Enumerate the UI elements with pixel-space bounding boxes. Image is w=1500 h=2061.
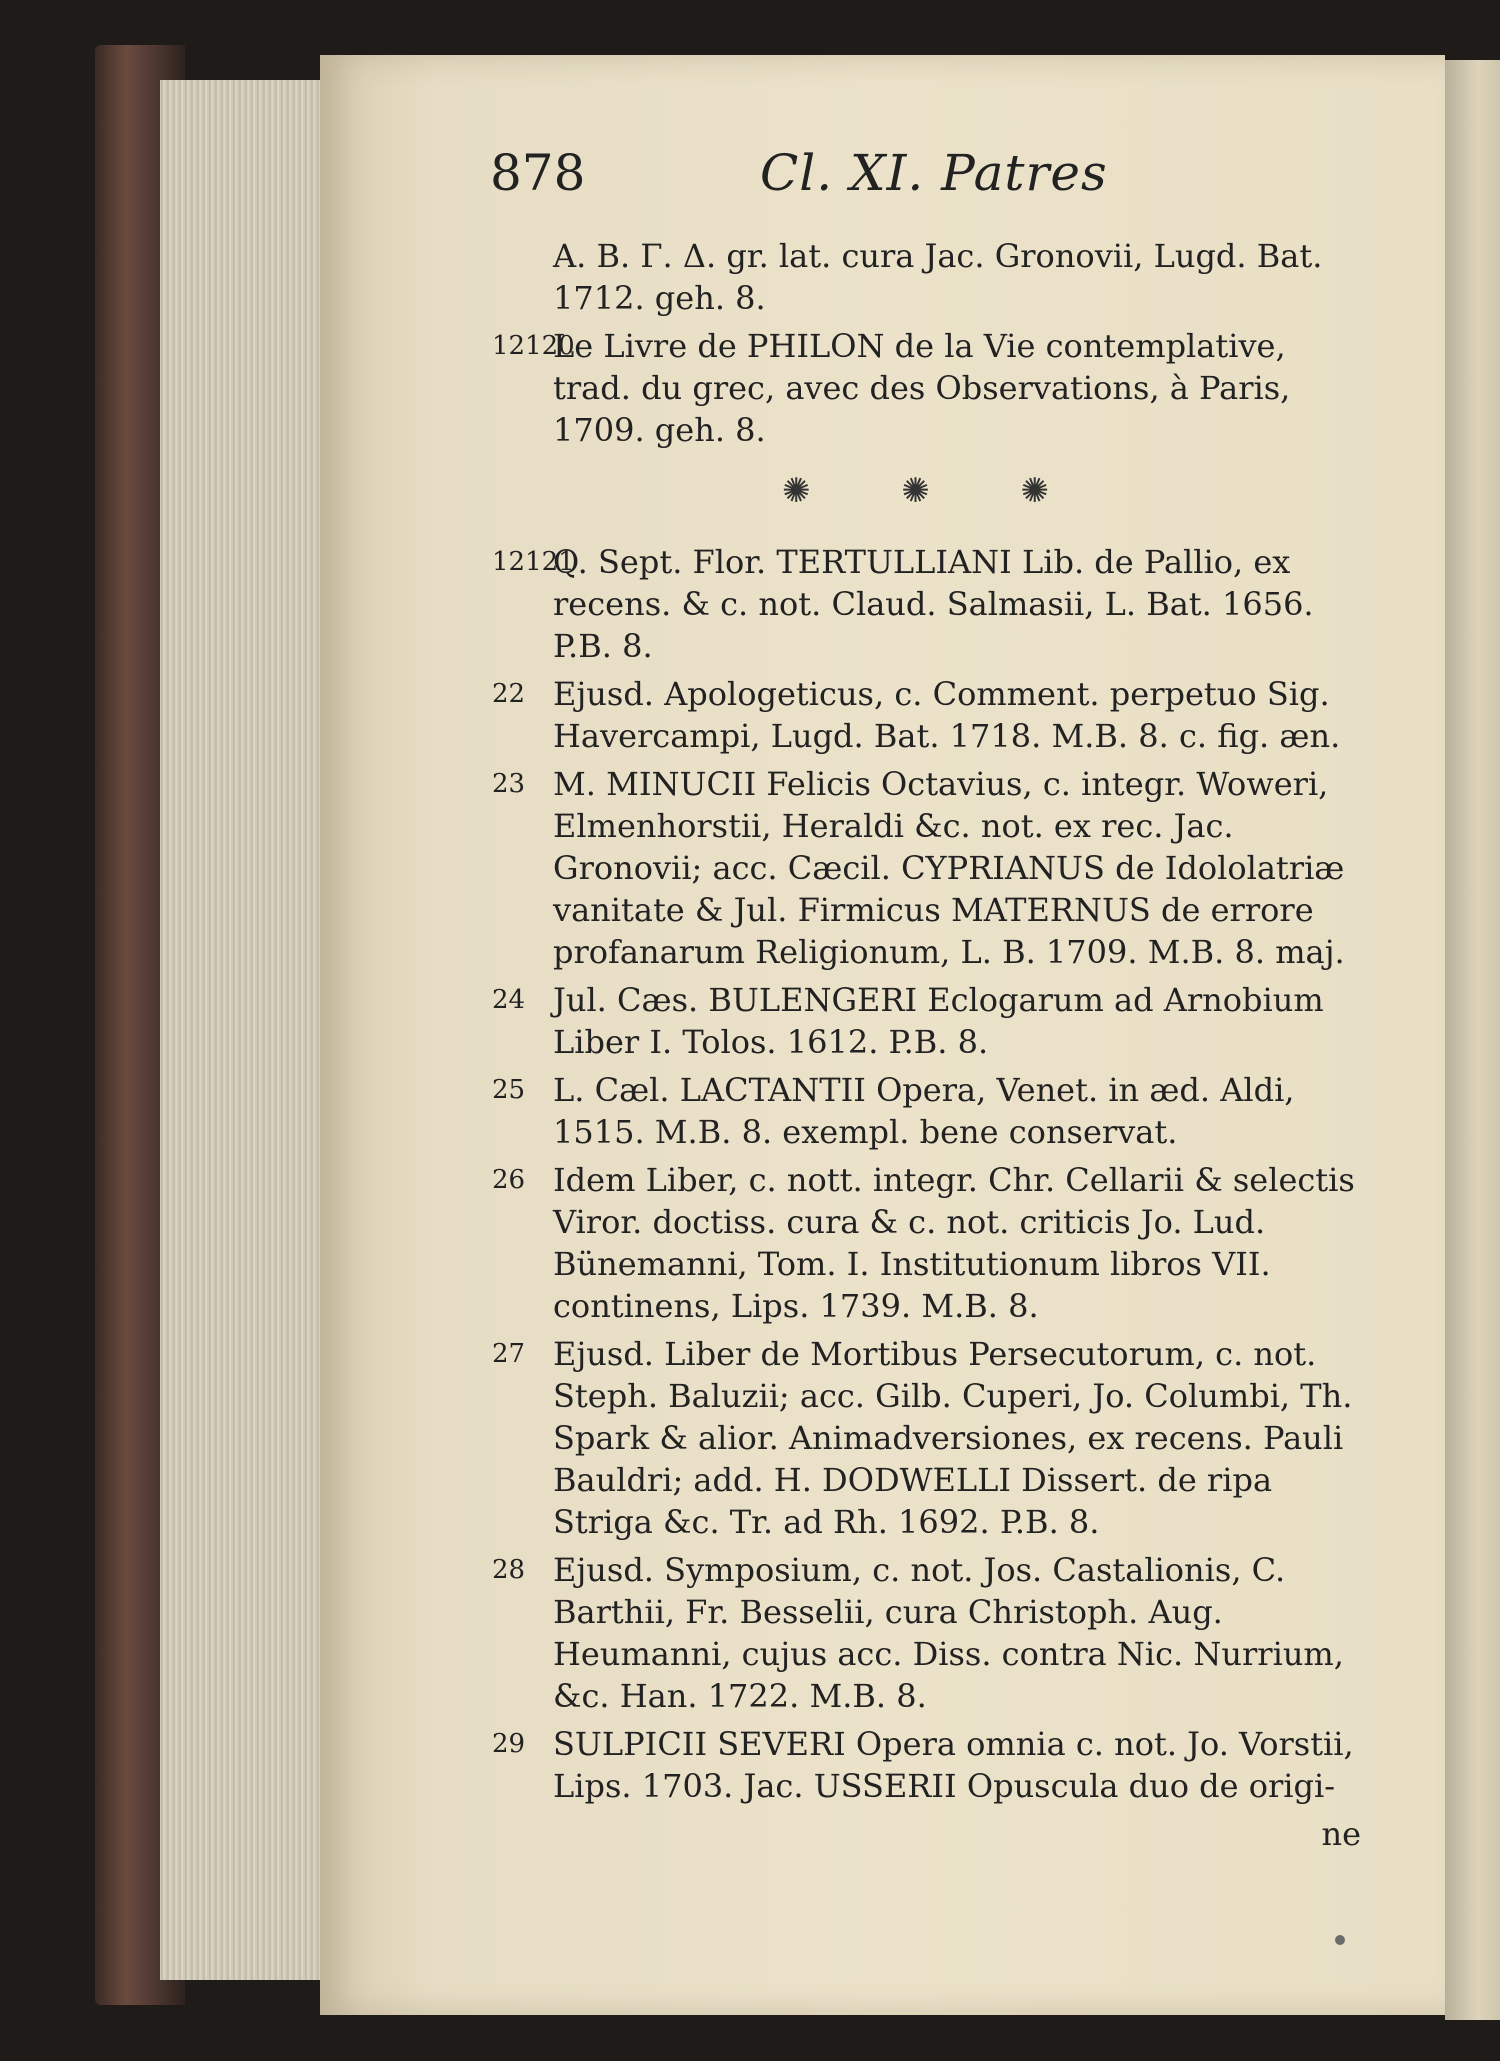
catalogue-entry <box>492 673 1363 757</box>
entry-text: SULPICII SEVERI Opera omnia c. not. Jo. Vorstii, Lips. 1703. Jac. USSERII Opuscula duo de origi- <box>553 1725 1354 1805</box>
page-number: 878 <box>490 144 586 202</box>
page-edges <box>160 80 340 1980</box>
entry-number: 26 <box>492 1165 526 1195</box>
pencil-mark <box>1335 1935 1345 1945</box>
entry-number: 29 <box>492 1729 526 1759</box>
entry-number: 24 <box>492 985 526 1015</box>
entry-text: A. B. Γ. Δ. gr. lat. cura Jac. Gronovii, Lugd. Bat. 1712. geh. 8. <box>553 237 1323 317</box>
catalogue-entry <box>492 325 1363 451</box>
catalogue-entry <box>492 1159 1363 1327</box>
entry-text: M. MINUCII Felicis Octavius, c. integr. Woweri, Elmenhorstii, Heraldi &c. not. ex rec. Jac. Gronovii; acc. Cæcil. CYPRIANUS de Idololatriæ vanitate & Jul. Firmicus MATERNUS de errore profanarum Religionum, L. B. 1709. M.B. 8. maj. <box>553 765 1345 971</box>
catalogue-entry <box>492 763 1363 973</box>
entry-text: Le Livre de PHILON de la Vie contemplative, trad. du grec, avec des Observations, à Paris, 1709. geh. 8. <box>553 327 1291 449</box>
section-ornament: ✺ ✺ ✺ <box>781 471 1090 511</box>
catalogue-entry <box>492 541 1363 667</box>
entry-text: Q. Sept. Flor. TERTULLIANI Lib. de Pallio, ex recens. & c. not. Claud. Salmasii, L. Bat. 1656. P.B. 8. <box>553 543 1314 665</box>
entry-number: 12121 <box>492 547 575 577</box>
entry-text: Ejusd. Apologeticus, c. Comment. perpetuo Sig. Havercampi, Lugd. Bat. 1718. M.B. 8. c. fig. æn. <box>553 675 1341 755</box>
entry-number: 28 <box>492 1555 526 1585</box>
entry-number: 27 <box>492 1339 526 1369</box>
catalogue-entry <box>492 1069 1363 1153</box>
section-title: Cl. XI. Patres <box>760 144 1108 202</box>
catalogue-entry <box>492 979 1363 1063</box>
entry-text: Ejusd. Symposium, c. not. Jos. Castalionis, C. Barthii, Fr. Besselii, cura Christoph. Aug. Heumanni, cujus acc. Diss. contra Nic. Nurrium, &c. Han. 1722. M.B. 8. <box>553 1551 1344 1715</box>
entry-text: L. Cæl. LACTANTII Opera, Venet. in æd. Aldi, 1515. M.B. 8. exempl. bene conservat. <box>553 1071 1295 1151</box>
entry-number: 12120 <box>492 331 575 361</box>
entry-text: Jul. Cæs. BULENGERI Eclogarum ad Arnobium Liber I. Tolos. 1612. P.B. 8. <box>553 981 1324 1061</box>
catalogue-entry <box>508 235 1363 319</box>
catchword: ne <box>1321 1815 1361 1853</box>
entry-number: 23 <box>492 769 526 799</box>
entry-text: Idem Liber, c. nott. integr. Chr. Cellarii & selectis Viror. doctiss. cura & c. not. criticis Jo. Lud. Bünemanni, Tom. I. Institutionum libros VII. continens, Lips. 1739. M.B. 8. <box>553 1161 1355 1325</box>
catalogue-entry <box>492 1333 1363 1543</box>
entry-number: 25 <box>492 1075 526 1105</box>
facing-page-edge <box>1445 60 1500 2020</box>
catalogue-entry <box>492 1723 1363 1807</box>
running-head <box>490 138 1410 208</box>
catalogue-text <box>492 235 1363 1855</box>
catalogue-entry <box>492 1549 1363 1717</box>
entry-number: 22 <box>492 679 526 709</box>
entry-text: Ejusd. Liber de Mortibus Persecutorum, c. not. Steph. Baluzii; acc. Gilb. Cuperi, Jo. Columbi, Th. Spark & alior. Animadversiones, ex recens. Pauli Bauldri; add. H. DODWELLI Dissert. de ripa Striga &c. Tr. ad Rh. 1692. P.B. 8. <box>553 1335 1353 1541</box>
